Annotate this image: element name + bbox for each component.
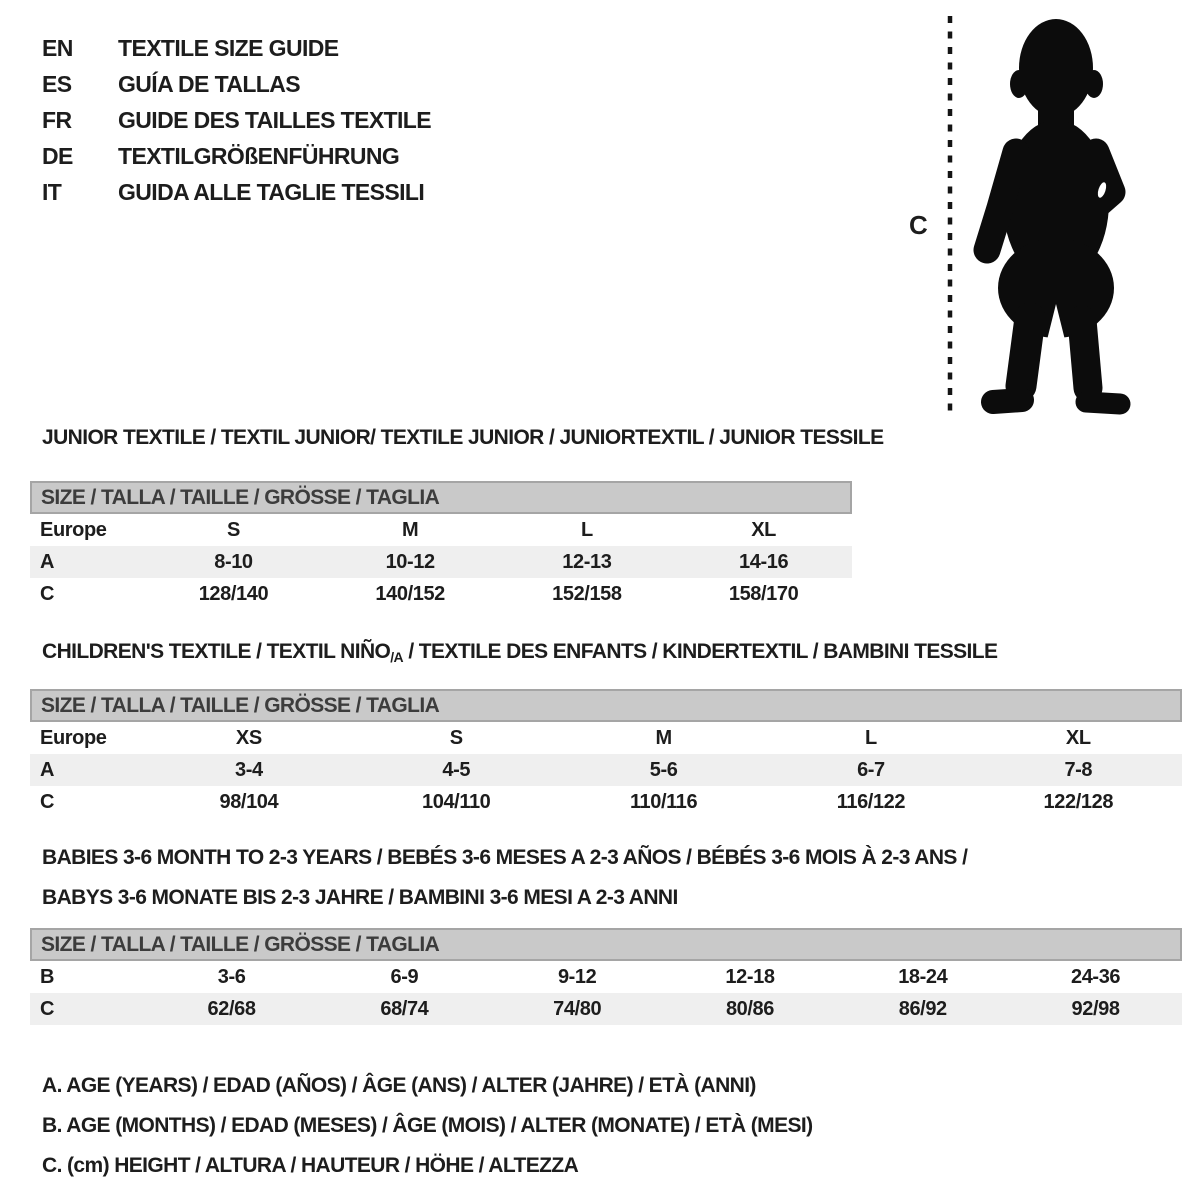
babies-size-table bbox=[30, 928, 1182, 1025]
size-cell: XS bbox=[235, 726, 262, 749]
age-cell: 10-12 bbox=[385, 550, 435, 573]
language-row bbox=[42, 102, 431, 138]
row-label: C bbox=[40, 997, 55, 1020]
age-cell: 5-6 bbox=[649, 758, 678, 781]
age-cell: 14-16 bbox=[739, 550, 789, 573]
row-label: C bbox=[40, 582, 55, 605]
age-cell: 7-8 bbox=[1064, 758, 1093, 781]
age-cell: 12-13 bbox=[562, 550, 612, 573]
toddler-silhouette bbox=[960, 10, 1160, 422]
junior-size-table bbox=[30, 481, 852, 610]
legend-age-months: B. AGE (MONTHS) / EDAD (MESES) / ÂGE (MOIS) / ALTER (MONATE) / ETÀ (MESI) bbox=[42, 1114, 813, 1137]
measurement-legend bbox=[42, 1066, 813, 1186]
babies-title-line1: BABIES 3-6 MONTH TO 2-3 YEARS / BEBÉS 3-6 MESES A 2-3 AÑOS / BÉBÉS 3-6 MOIS À 2-3 ANS / bbox=[42, 846, 968, 869]
height-cell: 128/140 bbox=[198, 582, 269, 605]
age-cell: 6-7 bbox=[857, 758, 885, 781]
row-label: Europe bbox=[40, 726, 107, 749]
children-section-title bbox=[42, 640, 997, 665]
height-cell: 86/92 bbox=[898, 997, 947, 1020]
height-cell: 98/104 bbox=[219, 790, 279, 813]
height-cell: 92/98 bbox=[1071, 997, 1120, 1020]
language-code: IT bbox=[42, 178, 62, 205]
height-measure-dashed-line bbox=[946, 16, 954, 416]
babies-title-line2: BABYS 3-6 MONATE BIS 2-3 JAHRE / BAMBINI 3-6 MESI A 2-3 ANNI bbox=[42, 886, 678, 909]
height-cell: 158/170 bbox=[728, 582, 799, 605]
size-cell: XL bbox=[751, 518, 776, 541]
language-row bbox=[42, 138, 431, 174]
children-height-row bbox=[30, 786, 1182, 818]
height-cell: 116/122 bbox=[836, 790, 906, 813]
height-figure bbox=[895, 8, 1185, 428]
size-cell: M bbox=[402, 518, 419, 541]
months-cell: 9-12 bbox=[557, 965, 597, 988]
children-title-sub: /A bbox=[390, 649, 404, 665]
children-title-prefix: CHILDREN'S TEXTILE / TEXTIL NIÑO bbox=[42, 640, 391, 663]
size-cell: XL bbox=[1065, 726, 1091, 749]
row-label: C bbox=[40, 790, 55, 813]
size-cell: L bbox=[580, 518, 593, 541]
months-cell: 18-24 bbox=[898, 965, 948, 988]
age-cell: 3-4 bbox=[235, 758, 263, 781]
height-cell: 104/110 bbox=[422, 790, 491, 813]
height-cell: 122/128 bbox=[1043, 790, 1114, 813]
children-size-table bbox=[30, 689, 1182, 818]
junior-europe-row bbox=[30, 514, 852, 546]
babies-size-header-bar: SIZE / TALLA / TAILLE / GRÖSSE / TAGLIA bbox=[30, 928, 1182, 961]
junior-height-row bbox=[30, 578, 852, 610]
language-code: ES bbox=[42, 70, 72, 97]
size-cell: L bbox=[865, 726, 877, 749]
height-cell: 110/116 bbox=[629, 790, 698, 813]
legend-height-cm: C. (cm) HEIGHT / ALTURA / HAUTEUR / HÖHE / ALTEZZA bbox=[42, 1154, 579, 1177]
language-code: EN bbox=[42, 34, 73, 61]
children-title-suffix: / TEXTILE DES ENFANTS / KINDERTEXTIL / BAMBINI TESSILE bbox=[403, 640, 998, 663]
height-cell: 68/74 bbox=[380, 997, 429, 1020]
children-europe-row bbox=[30, 722, 1182, 754]
language-code: FR bbox=[42, 106, 72, 133]
size-cell: S bbox=[449, 726, 463, 749]
height-cell: 80/86 bbox=[725, 997, 774, 1020]
guide-title: TEXTILGRÖßENFÜHRUNG bbox=[118, 142, 400, 169]
babies-height-row bbox=[30, 993, 1182, 1025]
row-label: A bbox=[40, 550, 55, 573]
guide-title: GUIDA ALLE TAGLIE TESSILI bbox=[118, 178, 425, 205]
children-age-row bbox=[30, 754, 1182, 786]
height-cell: 62/68 bbox=[207, 997, 256, 1020]
guide-title: GUÍA DE TALLAS bbox=[118, 70, 300, 97]
babies-section-title bbox=[42, 838, 967, 918]
row-label: B bbox=[40, 965, 55, 988]
months-cell: 24-36 bbox=[1070, 965, 1121, 988]
months-cell: 6-9 bbox=[390, 965, 419, 988]
guide-title: GUIDE DES TAILLES TEXTILE bbox=[118, 106, 431, 133]
height-measure-label: C bbox=[909, 210, 928, 240]
age-cell: 4-5 bbox=[442, 758, 471, 781]
height-cell: 74/80 bbox=[553, 997, 602, 1020]
size-cell: S bbox=[226, 518, 240, 541]
language-row bbox=[42, 174, 431, 210]
junior-size-header-bar: SIZE / TALLA / TAILLE / GRÖSSE / TAGLIA bbox=[30, 481, 852, 514]
height-cell: 152/158 bbox=[552, 582, 622, 605]
row-label: Europe bbox=[40, 518, 107, 541]
junior-age-row bbox=[30, 546, 852, 578]
babies-months-row bbox=[30, 961, 1182, 993]
legend-age-years: A. AGE (YEARS) / EDAD (AÑOS) / ÂGE (ANS) / ALTER (JAHRE) / ETÀ (ANNI) bbox=[42, 1074, 756, 1097]
guide-title: TEXTILE SIZE GUIDE bbox=[118, 34, 339, 61]
junior-section-title: JUNIOR TEXTILE / TEXTIL JUNIOR/ TEXTILE JUNIOR / JUNIORTEXTIL / JUNIOR TESSILE bbox=[42, 426, 884, 449]
language-title-list bbox=[42, 30, 431, 210]
language-row bbox=[42, 66, 431, 102]
language-code: DE bbox=[42, 142, 73, 169]
language-row bbox=[42, 30, 431, 66]
age-cell: 8-10 bbox=[214, 550, 253, 573]
height-cell: 140/152 bbox=[375, 582, 445, 605]
months-cell: 12-18 bbox=[725, 965, 775, 988]
row-label: A bbox=[40, 758, 55, 781]
children-size-header-bar: SIZE / TALLA / TAILLE / GRÖSSE / TAGLIA bbox=[30, 689, 1182, 722]
months-cell: 3-6 bbox=[217, 965, 246, 988]
size-cell: M bbox=[655, 726, 672, 749]
